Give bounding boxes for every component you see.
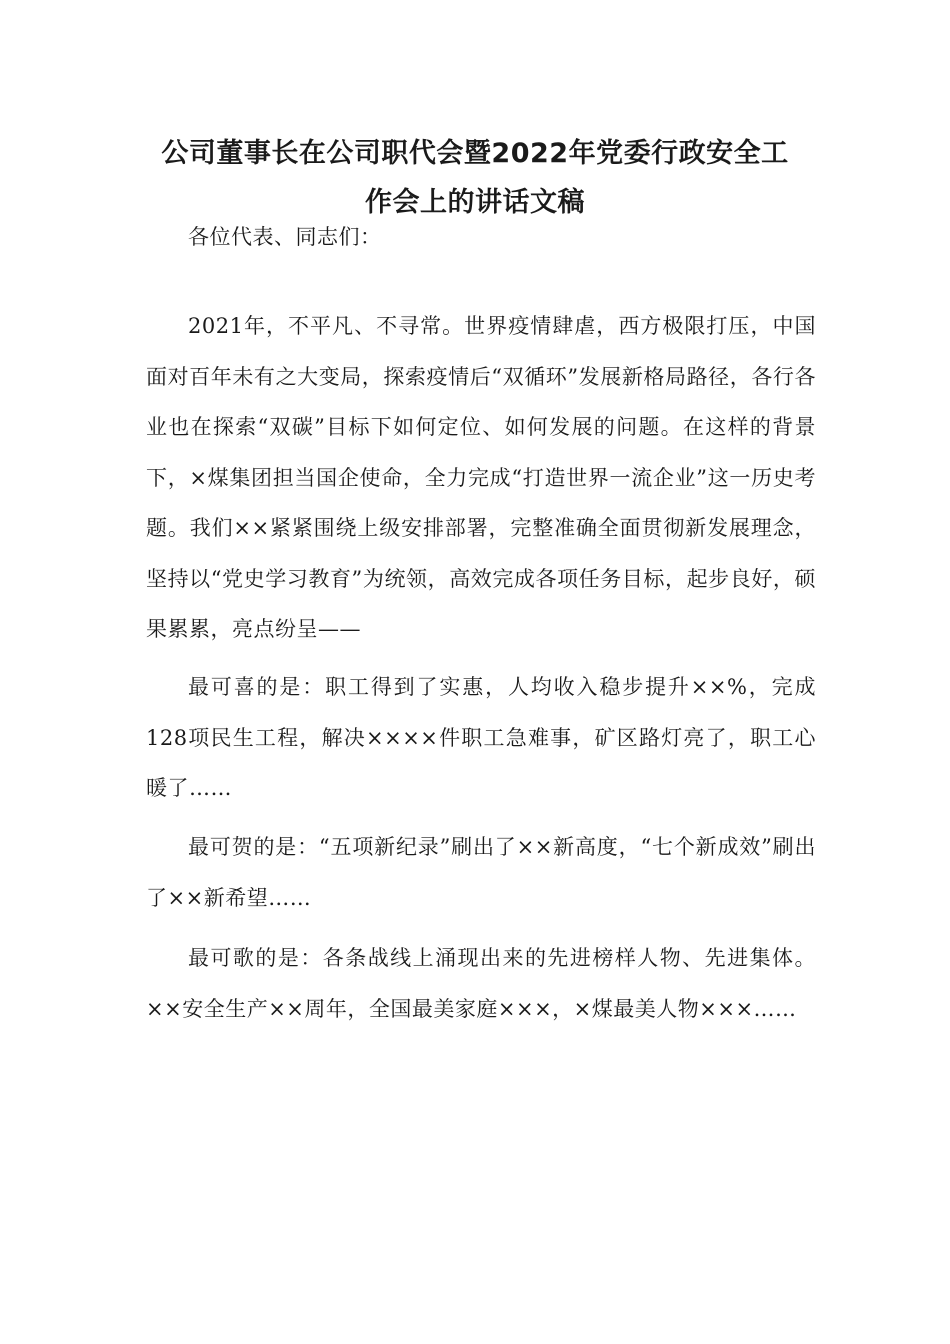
document-title-line-2: 作会上的讲话文稿	[365, 187, 585, 218]
paragraph-2: 最可喜的是：职工得到了实惠，人均收入稳步提升××%，完成128项民生工程，解决××××件职工急难事，矿区路灯亮了，职工心暖了……	[146, 675, 816, 800]
paragraph-1: 2021年，不平凡、不寻常。世界疫情肆虐，西方极限打压，中国面对百年未有之大变局，探索疫情后“双循环”发展新格局路径，各行各业也在探索“双碳”目标下如何定位、如何发展的问题。在这样的背景下，×煤集团担当国企使命，全力完成“打造世界一流企业”这一历史考题。我们××紧紧围绕上级安排部署，完整准确全面贯彻新发展理念，坚持以“党史学习教育”为统领，高效完成各项任务目标，起步良好，硕果累累，亮点纷呈——	[146, 314, 816, 641]
document-title-line-1: 公司董事长在公司职代会暨2022年党委行政安全工	[161, 138, 789, 169]
salutation: 各位代表、同志们：	[188, 225, 382, 249]
paragraph-4: 最可歌的是：各条战线上涌现出来的先进榜样人物、先进集体。××安全生产××周年，全国最美家庭×××，×煤最美人物×××……	[146, 946, 816, 1021]
paragraph-3: 最可贺的是：“五项新纪录”刷出了××新高度，“七个新成效”刷出了××新希望……	[146, 835, 816, 910]
